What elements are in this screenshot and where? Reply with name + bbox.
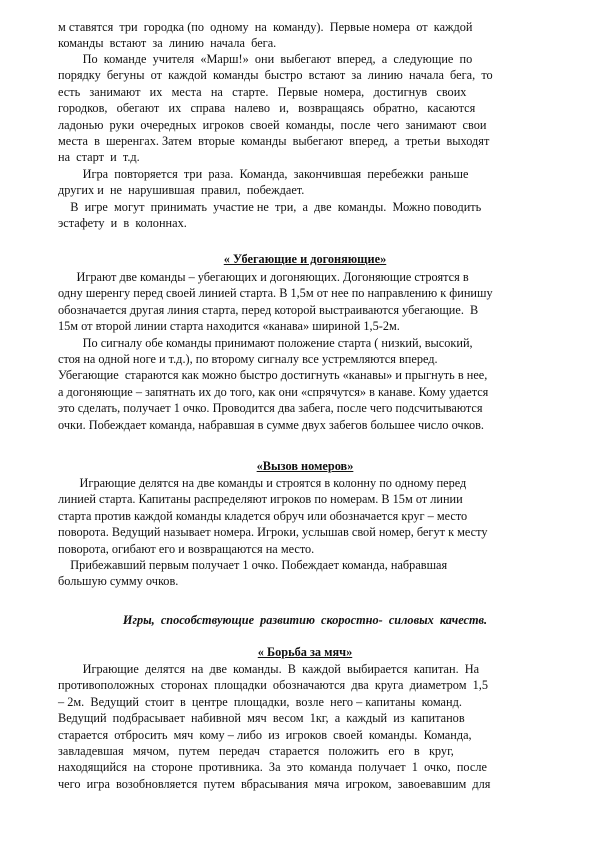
text-line: противоположных сторонах площадки обозначаются два круга диаметром 1,5 [58,678,489,693]
section-body-ball-fight [58,661,552,792]
text-line: старта против каждой команды кладется обруч или обозначается круг – место [58,508,468,523]
text-line: Прибежавший первым получает 1 очко. Побеждает команда, набравшая [58,558,448,573]
text-line: старается отбросить мяч кому – либо из игроков своей команды. Команда, [58,727,472,742]
paragraph-repeat-rules [58,166,552,199]
text-line: Играющие делятся на две команды. В каждой выбирается капитан. На [58,662,480,676]
text-line: городков, обегают их справа налево и, возвращаясь обратно, касаются [58,101,476,116]
paragraph-start-setup [58,19,552,52]
text-line: одну шеренгу перед своей линией старта. В 1,5м от нее по направлению к финишу [58,286,493,301]
text-line: Ведущий подбрасывает набивной мяч весом 1кг, а каждый из капитанов [58,711,465,726]
text-line: обозначается другая линия старта, перед которой выстраиваются убегающие. В [58,302,479,317]
text-line: – 2м. Ведущий стоит в центре площадки, возле него – капитаны команд. [58,694,462,709]
text-line: находящийся на стороне противника. За это команда получает 1 очко, после [58,760,487,775]
games-category-subtitle: Игры, способствующие развитию скоростно- силовых качеств. [122,613,488,627]
text-line: ладонью руки очередных игроков своей команды, после чего занимают свои [58,117,487,132]
text-line: порядку бегуны от каждой команды быстро встают за линию начала бега, то [58,68,493,83]
section-body-number-call [58,475,552,590]
text-line: Убегающие стараются как можно быстро достигнуть «канавы» и прыгнуть в нее, [58,368,488,383]
text-line: линией старта. Капитаны распределяют игроков по номерам. В 15м от линии [58,492,463,507]
text-line: очки. Побеждает команда, набравшая в сумме двух забегов большее число очков. [58,417,484,432]
text-line: поворота. Ведущий называет номера. Игроки, услышав свой номер, бегут к месту [58,525,488,540]
text-line: завладевшая мячом, путем передач старается положить его в круг, [58,744,454,759]
text-line: места в шеренгах. Затем вторые команды выбегают вперед, а третьи выходят [58,134,490,149]
text-line: есть занимают их места на старте. Первые номера, достигнув своих [58,84,467,99]
text-line: большую сумму очков. [58,574,179,589]
text-line: Играют две команды – убегающих и догоняющих. Догоняющие строятся в [58,270,469,284]
text-line: а догоняющие – запятнать их до того, как они «спрячутся» в канаве. Кому удается [58,384,489,399]
text-line: чего игра возобновляется путем вбрасывания мяча игроком, завоевавшим для [58,776,491,791]
text-line: стоя на одной ноге и т.д.), по второму сигналу все устремляются вперед. [58,352,438,367]
text-line: 15м от второй линии старта находится «канава» шириной 1,5-2м. [58,319,400,334]
text-line: других и не нарушившая правил, побеждает. [58,183,305,198]
text-line: По сигналу обе команды принимают положение старта ( низкий, высокий, [58,335,473,350]
text-line: Игра повторяется три раза. Команда, закончившая перебежки раньше [58,167,469,181]
text-line: команды встают за линию начала бега. [58,36,277,51]
text-line: Играющие делятся на две команды и строятся в колонну по одному перед [58,476,467,490]
section-title-ball-fight: « Борьба за мяч» [257,645,353,659]
text-line: м ставятся три городка (по одному на команду). Первые номера от каждой [58,20,473,34]
text-line: По команде учителя «Марш!» они выбегают вперед, а следующие по [58,52,473,66]
section-title-number-call: «Вызов номеров» [256,459,354,473]
text-line: В игре могут принимать участие не три, а две команды. Можно поводить [58,200,482,214]
text-line: поворота, огибают его и возвращаются на место. [58,541,315,556]
text-line: эстафету и в колоннах. [58,216,187,231]
paragraph-variant [58,199,552,232]
text-line: на старт и т.д. [58,150,140,165]
section-title-runners-chasers: « Убегающие и догоняющие» [223,252,387,266]
paragraph-race-rules [58,51,552,166]
section-body-runners-chasers [58,269,552,433]
text-line: это сделать, получает 1 очко. Проводится два забега, после чего подсчитываются [58,401,483,416]
